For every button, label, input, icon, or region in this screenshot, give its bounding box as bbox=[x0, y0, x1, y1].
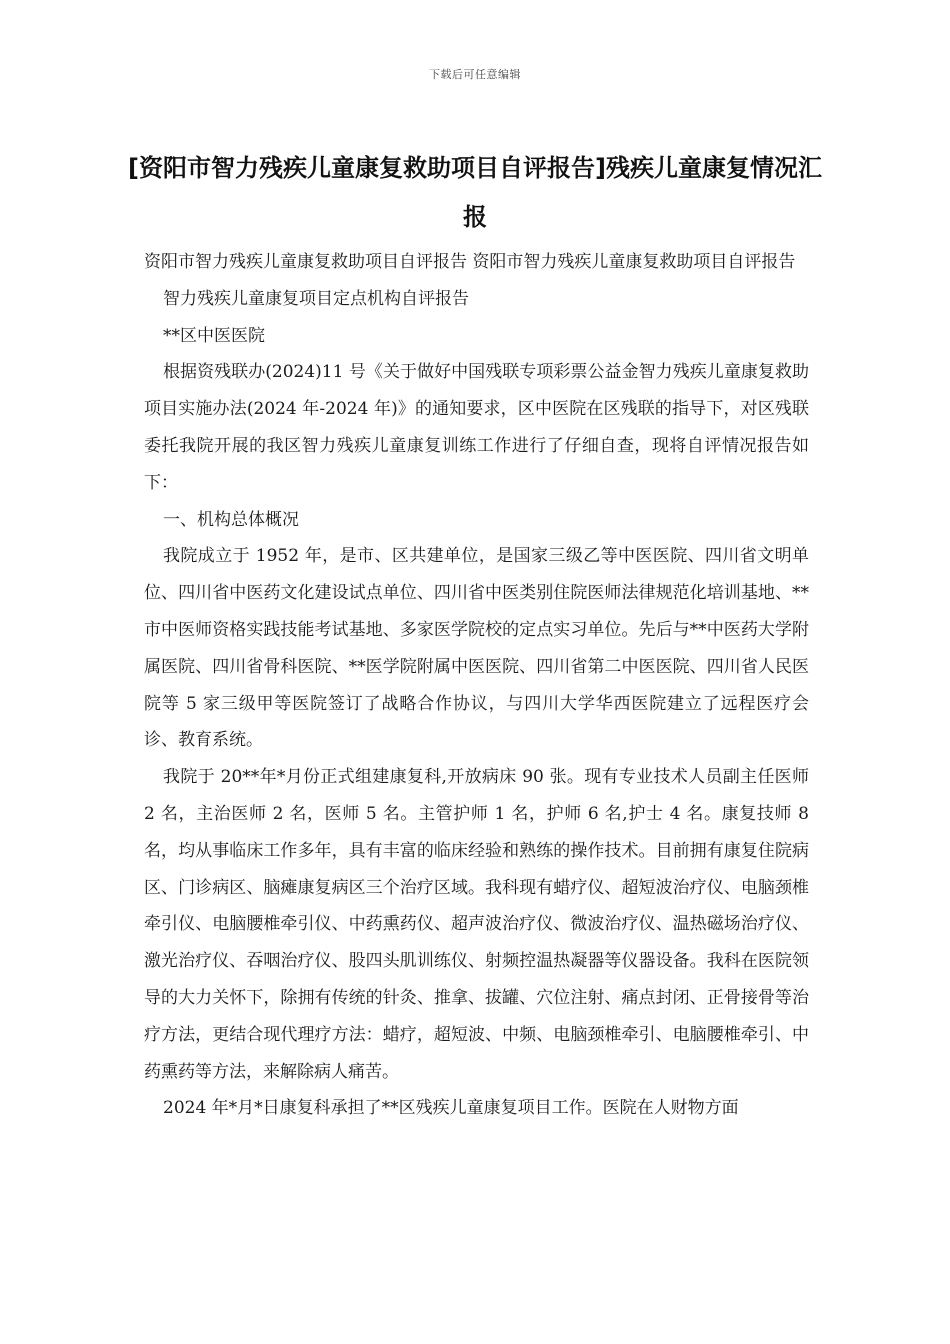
body-paragraph: 我院成立于 1952 年，是市、区共建单位，是国家三级乙等中医医院、四川省文明单位、四川省中医药文化建设试点单位、四川省中医类别住院医师法律规范化培训基地、**市中医师资格实践技能考试基地、多家医学院校的定点实习单位。先后与**中医药大学附属医院、四川省骨科医院、**医学院附属中医医院、四川省第二中医医院、四川省人民医院等 5 家三级甲等医院签订了战略合作协议，与四川大学华西医院建立了远程医疗会诊、教育系统。 bbox=[144, 546, 809, 751]
body-paragraph: 智力残疾儿童康复项目定点机构自评报告 bbox=[163, 288, 469, 309]
body-paragraph: 资阳市智力残疾儿童康复救助项目自评报告 资阳市智力残疾儿童康复救助项目自评报告 bbox=[144, 252, 796, 272]
header-note: 下载后可任意编辑 bbox=[429, 68, 521, 81]
body-paragraph: 根据资残联办(2024)11 号《关于做好中国残联专项彩票公益金智力残疾儿童康复救助项目实施办法(2024 年-2024 年)》的通知要求，区中医院在区残联的指导下，对区残联委托我院开展的我区智力残疾儿童康复训练工作进行了仔细自查，现将自评情况报告如下： bbox=[144, 362, 809, 493]
body-paragraph: **区中医医院 bbox=[163, 325, 265, 346]
body-paragraph: 我院于 20**年*月份正式组建康复科,开放病床 90 张。现有专业技术人员副主任医师 2 名，主治医师 2 名，医师 5 名。主管护师 1 名，护师 6 名,护士 4 名。康复技师 8 名，均从事临床工作多年，具有丰富的临床经验和熟练的操作技术。目前拥有康复住院病区、门诊病区、脑瘫康复病区三个治疗区域。我科现有蜡疗仪、超短波治疗仪、电脑颈椎牵引仪、电脑腰椎牵引仪、中药熏药仪、超声波治疗仪、微波治疗仪、温热磁场治疗仪、激光治疗仪、吞咽治疗仪、股四头肌训练仪、射频控温热凝器等仪器设备。我科在医院领导的大力关怀下，除拥有传统的针灸、推拿、拔罐、穴位注射、痛点封闭、正骨接骨等治疗方法，更结合现代理疗方法：蜡疗，超短波、中频、电脑颈椎牵引、电脑腰椎牵引、中药熏药等方法，来解除病人痛苦。 bbox=[144, 767, 809, 1082]
document-body bbox=[144, 244, 809, 1127]
body-paragraph: 2024 年*月*日康复科承担了**区残疾儿童康复项目工作。医院在人财物方面 bbox=[163, 1098, 739, 1119]
section-heading: 一、机构总体概况 bbox=[163, 509, 299, 530]
document-title: [资阳市智力残疾儿童康复救助项目自评报告]残疾儿童康复情况汇报 bbox=[128, 154, 822, 231]
